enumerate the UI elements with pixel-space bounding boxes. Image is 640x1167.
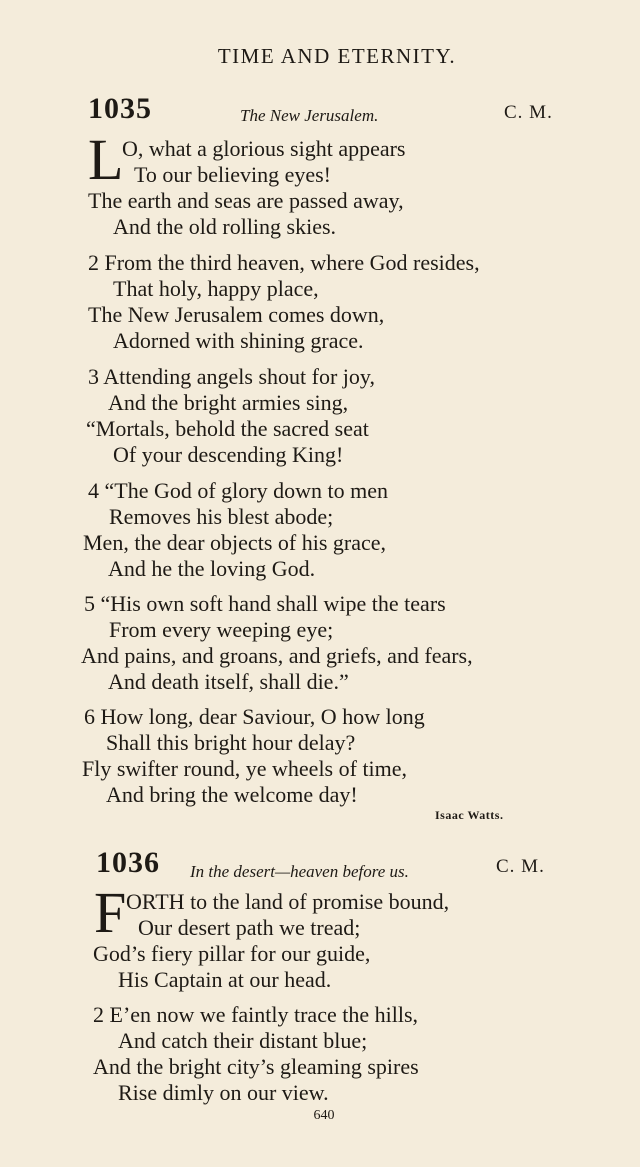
hymn-number: 1036 <box>96 846 160 879</box>
page-number: 640 <box>313 1108 335 1123</box>
hymn-meter: C. M. <box>496 856 545 877</box>
verse-line: And death itself, shall die.” <box>108 669 349 694</box>
verse-line: And pains, and groans, and griefs, and fears, <box>81 643 473 668</box>
hymn-title: The New Jerusalem. <box>240 106 379 125</box>
hymn-header <box>0 92 640 132</box>
verse-line: 2 E’en now we faintly trace the hills, <box>93 1002 419 1027</box>
hymn-title: In the desert—heaven before us. <box>190 862 409 881</box>
verse-line: And the bright city’s gleaming spires <box>93 1054 419 1079</box>
verse-line: Fly swifter round, ye wheels of time, <box>82 756 408 781</box>
hymn-number: 1035 <box>88 92 152 125</box>
verse-line: His Captain at our head. <box>118 967 332 992</box>
verse-line: Removes his blest abode; <box>109 504 334 529</box>
verse-line: “Mortals, behold the sacred seat <box>86 416 369 441</box>
verse-line: From every weeping eye; <box>109 617 334 642</box>
verse-line: 6 How long, dear Saviour, O how long <box>84 704 425 729</box>
hymn-meter: C. M. <box>504 102 553 123</box>
running-head: TIME AND ETERNITY. <box>217 44 457 68</box>
verse-line: 3 Attending angels shout for joy, <box>88 364 375 389</box>
verse-line: The earth and seas are passed away, <box>88 188 404 213</box>
verse-line: Adorned with shining grace. <box>113 328 364 353</box>
verse-line: 2 From the third heaven, where God resides, <box>88 250 480 275</box>
hymn-1035 <box>0 92 640 132</box>
hymn-author: Isaac Watts. <box>435 808 504 822</box>
verse-line: And bring the welcome day! <box>106 782 358 807</box>
verse-line: Rise dimly on our view. <box>118 1080 329 1105</box>
verse-line: God’s fiery pillar for our guide, <box>93 941 371 966</box>
verse-line: The New Jerusalem comes down, <box>88 302 385 327</box>
verse-line: And the bright armies sing, <box>108 390 349 415</box>
verse-line: And catch their distant blue; <box>118 1028 368 1053</box>
verse-line: To our believing eyes! <box>134 162 332 187</box>
verse-line: That holy, happy place, <box>113 276 319 301</box>
verse-line: 4 “The God of glory down to men <box>88 478 388 503</box>
verse-line: And he the loving God. <box>108 556 316 581</box>
verse-line: Shall this bright hour delay? <box>106 730 356 755</box>
verse-line: Of your descending King! <box>113 442 344 467</box>
verse-line: Men, the dear objects of his grace, <box>83 530 386 555</box>
drop-cap: F <box>94 880 127 945</box>
verse-line: O, what a glorious sight appears <box>122 136 406 161</box>
verse-line: Our desert path we tread; <box>138 915 361 940</box>
verse-line: 5 “His own soft hand shall wipe the tears <box>84 591 446 616</box>
verse-line: And the old rolling skies. <box>113 214 337 239</box>
drop-cap: L <box>88 127 124 192</box>
verse-line: ORTH to the land of promise bound, <box>126 889 450 914</box>
